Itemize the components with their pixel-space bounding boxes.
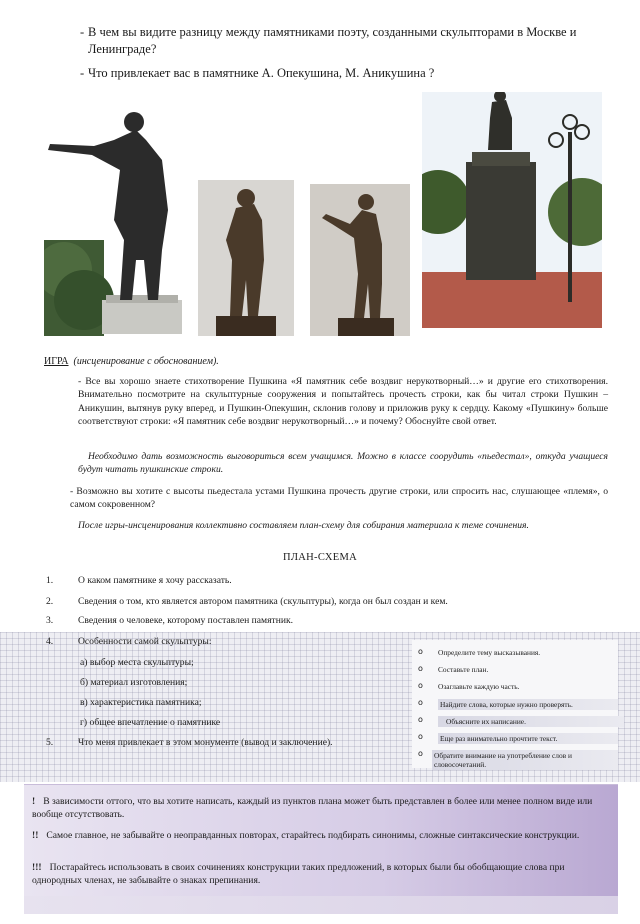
tip-5 bbox=[412, 714, 618, 731]
plan-item-5-num: 5. bbox=[46, 737, 54, 748]
game-paragraph-1: - Все вы хорошо знаете стихотворение Пушкина «Я памятник себе воздвиг нерукотворный…» и другие его стихотворения. Внимательно посмотрите на скульптурные сооружения и попытайтесь прочесть строки, как бы читал строки Пушкин – Аникушин, вытянув руку вперед, и Пушкин-Опекушин, склонив голову и приложив руку к сердцу. Какому «Пушкину» больше соответствуют строки: «Я памятник себе воздвиг нерукотворный…» и почему? Обоснуйте свой ответ. bbox=[78, 376, 608, 428]
tip-7 bbox=[412, 748, 618, 768]
bullet-circle-icon: o bbox=[418, 749, 423, 758]
question-2: - Что привлекает вас в памятнике А. Опекушина, М. Аникушина ? bbox=[80, 66, 435, 80]
plan-item-5-text: Что меня привлекает в этом монументе (вывод и заключение). bbox=[78, 737, 333, 748]
note-1 bbox=[32, 795, 610, 821]
game-paragraph-3: - Возможно вы хотите с высоты пьедестала устами Пушкина прочесть другие строки, или спросить нас, слушающее «племя», о самом сокровенном? bbox=[70, 486, 608, 511]
bullet-circle-icon: o bbox=[418, 647, 423, 656]
tip-3-text: Озаглавьте каждую часть. bbox=[438, 682, 520, 691]
tip-6-text: Еще раз внимательно прочтите текст. bbox=[438, 733, 618, 744]
game-paragraph-2: Необходимо дать возможность выговориться всем учащимся. Можно в классе соорудить «пьедестал», откуда учащиеся будут читать пушкинские строки. bbox=[78, 451, 608, 476]
plan-item-1-num: 1. bbox=[46, 575, 54, 586]
plan-item-1 bbox=[0, 574, 640, 594]
plan-item-2 bbox=[0, 595, 640, 615]
photo-moscow-monument bbox=[422, 92, 602, 328]
plan-title: ПЛАН-СХЕМА bbox=[282, 552, 357, 563]
plan-item-4-text: Особенности самой скульптуры: bbox=[78, 636, 212, 647]
bullet-circle-icon: o bbox=[418, 664, 423, 673]
plan-item-2-num: 2. bbox=[46, 596, 54, 607]
tip-3 bbox=[412, 680, 618, 697]
tip-7-text: Обратите внимание на употребление слов и словосочетаний. bbox=[432, 750, 618, 770]
plan-item-3 bbox=[0, 614, 640, 634]
note-3-mark: !!! bbox=[32, 862, 42, 873]
plan-sub-a: а) выбор места скульптуры; bbox=[80, 657, 194, 668]
plan-sub-b: б) материал изготовления; bbox=[80, 677, 188, 688]
note-3-text: Постарайтесь использовать в своих сочинениях конструкции таких предложений, в которых были бы обобщающие слова при однородных членах, не забывайте о знаках препинания. bbox=[32, 862, 565, 886]
bullet-circle-icon: o bbox=[418, 698, 423, 707]
note-2 bbox=[32, 829, 610, 842]
plan-item-2-text: Сведения о том, кто является автором памятника (скульптуры), когда он был создан и кем. bbox=[78, 596, 448, 607]
plan-item-5 bbox=[0, 736, 410, 756]
game-subtitle: (инсценирование с обоснованием). bbox=[73, 356, 219, 367]
bullet-circle-icon: o bbox=[418, 715, 423, 724]
tip-1 bbox=[412, 646, 618, 663]
game-heading bbox=[44, 356, 219, 367]
bullet-circle-icon: o bbox=[418, 681, 423, 690]
game-title: ИГРА bbox=[44, 356, 69, 367]
footer-bar bbox=[24, 896, 618, 914]
plan-item-1-text: О каком памятнике я хочу рассказать. bbox=[78, 575, 232, 586]
note-3 bbox=[32, 861, 610, 887]
note-2-text: Самое главное, не забывайте о неоправданных повторах, старайтесь подбирать синонимы, сложные синтаксические конструкции. bbox=[46, 830, 580, 841]
tips-panel bbox=[412, 640, 618, 768]
tip-4-text: Найдите слова, которые нужно проверять. bbox=[438, 699, 618, 710]
question-2-text: Что привлекает вас в памятнике А. Опекушина, М. Аникушина ? bbox=[88, 66, 435, 80]
question-1-text: В чем вы видите разницу между памятниками поэту, созданными скульпторами в Москве и Ленинграде? bbox=[88, 25, 577, 56]
bullet-circle-icon: o bbox=[418, 732, 423, 741]
photo-statuette-1 bbox=[198, 180, 294, 336]
tip-2 bbox=[412, 663, 618, 680]
plan-item-4 bbox=[0, 635, 400, 655]
tip-1-text: Определите тему высказывания. bbox=[438, 648, 541, 657]
tip-5-text: Объясните их написание. bbox=[438, 716, 624, 727]
tip-2-text: Составьте план. bbox=[438, 665, 489, 674]
question-1: - В чем вы видите разницу между памятниками поэту, созданными скульпторами в Москве и Ленинграде? bbox=[80, 25, 577, 56]
plan-item-4-num: 4. bbox=[46, 636, 54, 647]
plan-sub-c: в) характеристика памятника; bbox=[80, 697, 202, 708]
game-paragraph-4: После игры-инсценирования коллективно составляем план-схему для собирания материала к теме сочинения. bbox=[78, 520, 529, 531]
note-2-mark: !! bbox=[32, 830, 39, 841]
photo-statue-anikushin bbox=[44, 100, 186, 336]
notes-box bbox=[24, 784, 618, 897]
tip-4 bbox=[412, 697, 618, 714]
photo-statuette-2 bbox=[310, 184, 410, 336]
note-1-text: В зависимости оттого, что вы хотите написать, каждый из пунктов плана может быть представлен в более или менее полном виде или вообще отсутствовать. bbox=[32, 796, 593, 820]
tip-6 bbox=[412, 731, 618, 748]
note-1-mark: ! bbox=[32, 796, 36, 807]
plan-item-3-num: 3. bbox=[46, 615, 54, 626]
left-margin bbox=[0, 782, 24, 924]
plan-item-3-text: Сведения о человеке, которому поставлен памятник. bbox=[78, 615, 294, 626]
plan-sub-d: г) общее впечатление о памятнике bbox=[80, 717, 221, 728]
